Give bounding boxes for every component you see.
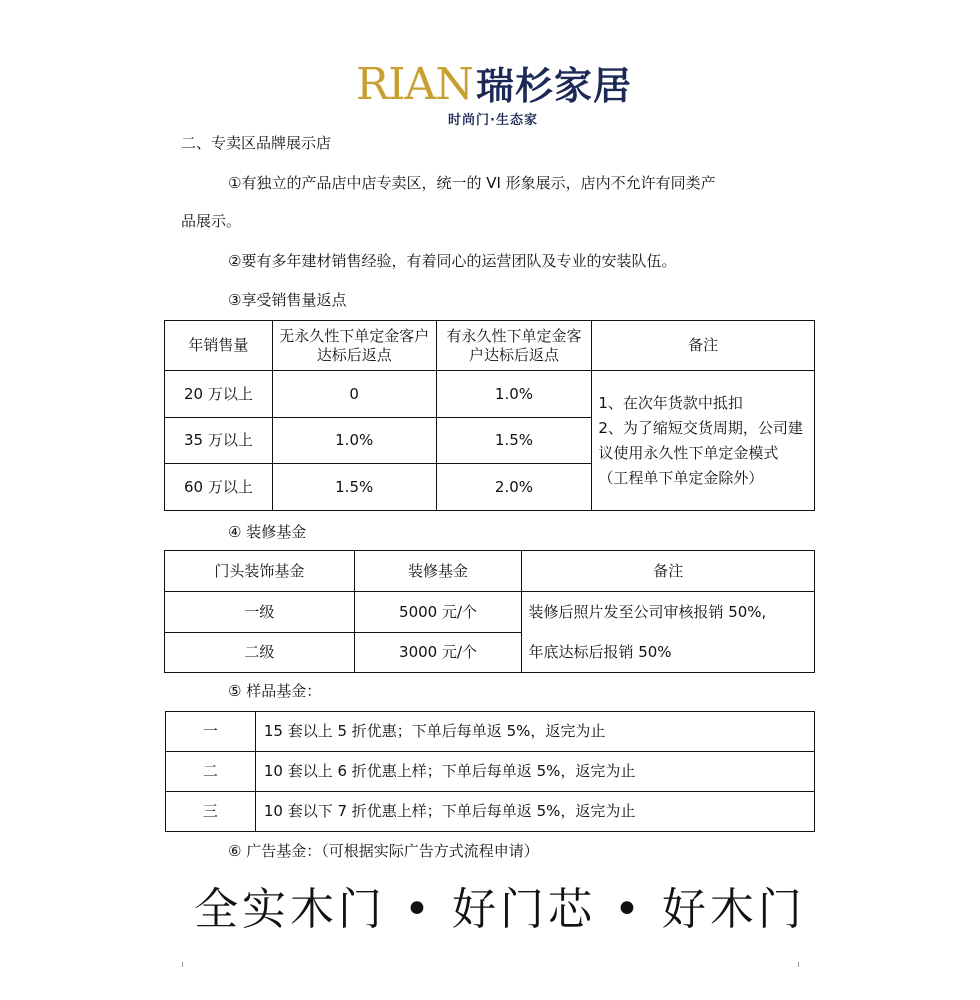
table-row xyxy=(166,712,815,752)
decor-note xyxy=(522,592,815,673)
table-row xyxy=(165,371,815,418)
rebate-deposit-value: 1.0% xyxy=(436,371,592,418)
rebate-volume: 35 万以上 xyxy=(165,418,273,464)
table-row xyxy=(166,792,815,832)
rebate-no-deposit-value: 0 xyxy=(272,371,436,418)
section-title: 二、专卖区品牌展示店 xyxy=(181,134,332,152)
table-row xyxy=(165,592,815,633)
item1-line1: ①有独立的产品店中店专卖区，统一的 VI 形象展示，店内不允许有同类产 xyxy=(228,174,716,192)
sample-table xyxy=(165,711,815,832)
item4-text: ④ 装修基金 xyxy=(228,523,307,541)
rebate-header-note: 备注 xyxy=(592,321,815,371)
decor-fund-value: 3000 元/个 xyxy=(354,633,522,673)
rebate-header-no-deposit: 无永久性下单定金客户达标后返点 xyxy=(272,321,436,371)
rebate-note-line-2: 2、为了缩短交货周期，公司建议使用永久性下单定金模式（工程单下单定金除外） xyxy=(598,418,803,487)
rebate-header-row xyxy=(165,321,815,371)
decor-fund-value: 5000 元/个 xyxy=(354,592,522,633)
decor-header-row xyxy=(165,551,815,592)
decor-header-fund: 装修基金 xyxy=(354,551,522,592)
corner-mark-left xyxy=(182,962,183,967)
decor-header-level: 门头装饰基金 xyxy=(165,551,355,592)
decor-note-line-1: 装修后照片发至公司审核报销 50%, xyxy=(528,603,767,621)
decor-level: 一级 xyxy=(165,592,355,633)
rebate-deposit-value: 1.5% xyxy=(436,418,592,464)
corner-mark-right xyxy=(798,962,799,967)
decor-note-line-2: 年底达标后报销 50% xyxy=(528,643,672,661)
item3-text: ③享受销售量返点 xyxy=(228,291,347,309)
sample-tier: 二 xyxy=(166,752,256,792)
rebate-table xyxy=(164,320,815,511)
sample-tier: 三 xyxy=(166,792,256,832)
decor-header-note: 备注 xyxy=(522,551,815,592)
rebate-header-volume: 年销售量 xyxy=(165,321,273,371)
decor-table xyxy=(164,550,815,673)
decor-level: 二级 xyxy=(165,633,355,673)
logo-tagline: 时尚门·生态家 xyxy=(448,113,538,128)
logo-brand-name: 瑞杉家居 xyxy=(476,64,633,108)
sample-terms: 10 套以上 6 折优惠上样；下单后每单返 5%，返完为止 xyxy=(255,752,814,792)
sample-tier: 一 xyxy=(166,712,256,752)
sample-terms: 15 套以上 5 折优惠；下单后每单返 5%，返完为止 xyxy=(255,712,814,752)
item6-text: ⑥ 广告基金：（可根据实际广告方式流程申请） xyxy=(228,842,539,860)
item2-text: ②要有多年建材销售经验，有着同心的运营团队及专业的安装队伍。 xyxy=(228,252,677,270)
rebate-no-deposit-value: 1.0% xyxy=(272,418,436,464)
slogan: 全实木门 • 好门芯 • 好木门 xyxy=(194,884,806,935)
rebate-header-deposit: 有永久性下单定金客户达标后返点 xyxy=(436,321,592,371)
rebate-note-line-1: 1、在次年货款中抵扣 xyxy=(598,393,743,412)
rebate-deposit-value: 2.0% xyxy=(436,464,592,511)
table-row xyxy=(166,752,815,792)
rebate-volume: 20 万以上 xyxy=(165,371,273,418)
logo-mark: RIAN xyxy=(356,59,473,110)
rebate-no-deposit-value: 1.5% xyxy=(272,464,436,511)
rebate-volume: 60 万以上 xyxy=(165,464,273,511)
rebate-note xyxy=(592,371,815,511)
sample-terms: 10 套以下 7 折优惠上样；下单后每单返 5%，返完为止 xyxy=(255,792,814,832)
item5-text: ⑤ 样品基金： xyxy=(228,682,322,700)
item1-line2: 品展示。 xyxy=(181,212,242,230)
